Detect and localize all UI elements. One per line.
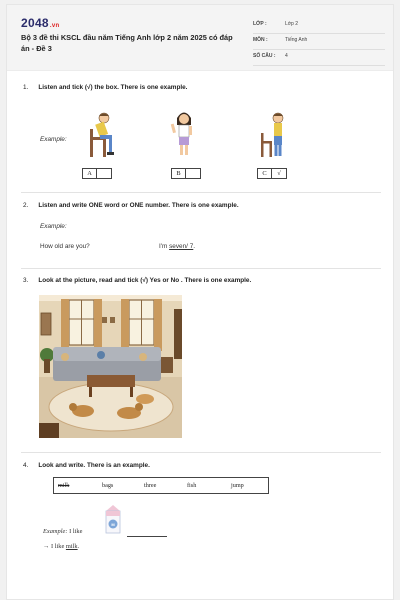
boy-standing-figure <box>259 111 289 157</box>
word-bank-item: milk <box>58 482 70 489</box>
site-logo[interactable]: 2048.vn <box>21 16 60 30</box>
q2-answer-value: seven/ 7 <box>169 243 194 250</box>
option-a-tick[interactable] <box>97 169 111 178</box>
q4-example-blank[interactable] <box>127 536 167 537</box>
word-bank-item: three <box>144 482 157 489</box>
question-4-heading: 4. Look and write. There is an example. <box>23 462 150 469</box>
divider <box>21 268 381 269</box>
q4-example-answer: → I like milk. <box>43 543 80 550</box>
q4-example: Example: I like <box>43 528 83 535</box>
milk-carton-icon <box>102 503 124 535</box>
word-bank-item: fish <box>187 482 197 489</box>
option-c-tick[interactable]: √ <box>277 170 281 177</box>
meta-row-subject: MÔN : Tiếng Anh <box>253 34 385 50</box>
word-bank-item: jump <box>231 482 244 489</box>
boy-sitting-figure <box>87 111 123 157</box>
girl-waving-figure <box>169 109 199 157</box>
question-1-heading: 1. Listen and tick (√) the box. There is one example. <box>23 84 188 91</box>
q2-question: How old are you? <box>40 243 90 250</box>
word-bank <box>53 477 269 494</box>
q4-answer-word: milk <box>65 543 78 550</box>
q2-answer: I'm seven/ 7. <box>159 243 196 250</box>
option-c-box[interactable]: C √ <box>257 168 287 179</box>
question-2-heading: 2. Listen and write ONE word or ONE number. There is one example. <box>23 202 239 209</box>
divider <box>21 452 381 453</box>
living-room-picture <box>39 295 182 438</box>
q1-example-label: Example: <box>40 136 67 143</box>
meta-row-class: LỚP : Lớp 2 <box>253 18 385 34</box>
question-3-heading: 3. Look at the picture, read and tick (√) Yes or No . There is one example. <box>23 277 252 284</box>
page-header <box>7 5 393 71</box>
svg-text:M: M <box>111 522 115 527</box>
meta-row-count: SỐ CÂU : 4 <box>253 50 385 66</box>
option-b-box[interactable]: B <box>171 168 201 179</box>
option-b-tick[interactable] <box>186 169 200 178</box>
meta-panel <box>253 18 385 66</box>
divider <box>21 192 381 193</box>
option-a-box[interactable]: A <box>82 168 112 179</box>
page-title: Bộ 3 đề thi KSCL đầu năm Tiếng Anh lớp 2 năm 2025 có đáp án - Đề 3 <box>21 33 233 53</box>
worksheet-page <box>6 4 394 600</box>
word-bank-item: bags <box>102 482 114 489</box>
q2-example-label: Example: <box>40 223 67 230</box>
